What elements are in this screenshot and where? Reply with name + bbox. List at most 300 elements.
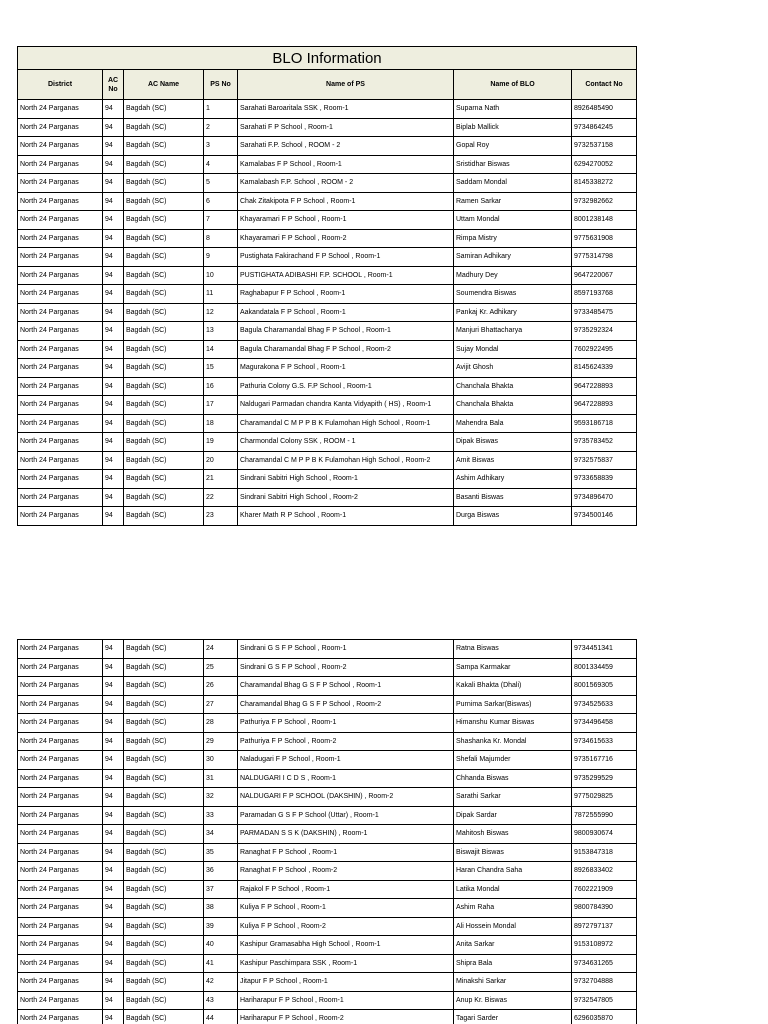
- blo-name-cell: Anita Sarkar: [454, 936, 572, 955]
- contact-no-cell: 8926485490: [572, 100, 637, 119]
- district-cell: North 24 Parganas: [18, 899, 103, 918]
- contact-no-cell: 9734500146: [572, 507, 637, 526]
- blo-name-cell: Himanshu Kumar Biswas: [454, 714, 572, 733]
- table-body-bottom: [18, 640, 637, 1024]
- contact-no-cell: 6294270052: [572, 155, 637, 174]
- contact-no-cell: 9732982662: [572, 192, 637, 211]
- blo-name-cell: Chanchala Bhakta: [454, 377, 572, 396]
- ac-name-cell: Bagdah (SC): [124, 732, 204, 751]
- ps-name-cell: PARMADAN S S K (DAKSHIN) , Room-1: [238, 825, 454, 844]
- blo-name-cell: Basanti Biswas: [454, 488, 572, 507]
- ac-name-cell: Bagdah (SC): [124, 155, 204, 174]
- ac-no-cell: 94: [103, 991, 124, 1010]
- ac-no-cell: 94: [103, 695, 124, 714]
- ac-no-cell: 94: [103, 1010, 124, 1024]
- ac-name-cell: Bagdah (SC): [124, 973, 204, 992]
- contact-no-cell: 9734615633: [572, 732, 637, 751]
- ac-no-cell: 94: [103, 658, 124, 677]
- blo-name-cell: Saddam Mondal: [454, 174, 572, 193]
- header-name-of-blo: Name of BLO: [454, 70, 572, 100]
- table-row: [18, 118, 637, 137]
- table-row: [18, 751, 637, 770]
- ac-no-cell: 94: [103, 714, 124, 733]
- table-row: [18, 507, 637, 526]
- ps-name-cell: Charamandal C M P P B K Fulamohan High School , Room-2: [238, 451, 454, 470]
- ac-no-cell: 94: [103, 174, 124, 193]
- blo-name-cell: Sujay Mondal: [454, 340, 572, 359]
- blo-name-cell: Suparna Nath: [454, 100, 572, 119]
- ac-name-cell: Bagdah (SC): [124, 359, 204, 378]
- ps-name-cell: Kashipur Paschimpara SSK , Room-1: [238, 954, 454, 973]
- contact-no-cell: 9734451341: [572, 640, 637, 659]
- contact-no-cell: 8001569305: [572, 677, 637, 696]
- table-row: [18, 677, 637, 696]
- contact-no-cell: 9735783452: [572, 433, 637, 452]
- table-row: [18, 825, 637, 844]
- ps-name-cell: Sindrani G S F P School , Room-2: [238, 658, 454, 677]
- ac-no-cell: 94: [103, 155, 124, 174]
- ac-name-cell: Bagdah (SC): [124, 192, 204, 211]
- blo-name-cell: Purnima Sarkar(Biswas): [454, 695, 572, 714]
- blo-name-cell: Ali Hossein Mondal: [454, 917, 572, 936]
- table-row: [18, 155, 637, 174]
- contact-no-cell: 9734864245: [572, 118, 637, 137]
- ac-no-cell: 94: [103, 229, 124, 248]
- table-row: [18, 714, 637, 733]
- district-cell: North 24 Parganas: [18, 751, 103, 770]
- ps-name-cell: Ranaghat F P School , Room-1: [238, 843, 454, 862]
- ps-no-cell: 37: [204, 880, 238, 899]
- blo-name-cell: Ashim Adhikary: [454, 470, 572, 489]
- ac-name-cell: Bagdah (SC): [124, 118, 204, 137]
- ac-no-cell: 94: [103, 377, 124, 396]
- ps-no-cell: 27: [204, 695, 238, 714]
- ac-name-cell: Bagdah (SC): [124, 303, 204, 322]
- ac-no-cell: 94: [103, 340, 124, 359]
- contact-no-cell: 9647220067: [572, 266, 637, 285]
- header-name-of-ps: Name of PS: [238, 70, 454, 100]
- ps-no-cell: 19: [204, 433, 238, 452]
- ac-no-cell: 94: [103, 640, 124, 659]
- ps-name-cell: Sindrani Sabitri High School , Room-1: [238, 470, 454, 489]
- district-cell: North 24 Parganas: [18, 155, 103, 174]
- ps-no-cell: 44: [204, 1010, 238, 1024]
- contact-no-cell: 8145338272: [572, 174, 637, 193]
- ac-no-cell: 94: [103, 322, 124, 341]
- district-cell: North 24 Parganas: [18, 451, 103, 470]
- district-cell: North 24 Parganas: [18, 229, 103, 248]
- ps-no-cell: 14: [204, 340, 238, 359]
- ps-no-cell: 28: [204, 714, 238, 733]
- table-row: [18, 359, 637, 378]
- ps-no-cell: 42: [204, 973, 238, 992]
- ps-no-cell: 8: [204, 229, 238, 248]
- blo-name-cell: Pankaj Kr. Adhikary: [454, 303, 572, 322]
- blo-name-cell: Samiran Adhikary: [454, 248, 572, 267]
- ps-no-cell: 4: [204, 155, 238, 174]
- contact-no-cell: 8597193768: [572, 285, 637, 304]
- contact-no-cell: 7872555990: [572, 806, 637, 825]
- table-body-top: [18, 100, 637, 526]
- ps-name-cell: Sarahati Baroaritala SSK , Room-1: [238, 100, 454, 119]
- ps-name-cell: Aakandatala F P School , Room-1: [238, 303, 454, 322]
- ac-name-cell: Bagdah (SC): [124, 806, 204, 825]
- table-row: [18, 174, 637, 193]
- ps-name-cell: PUSTIGHATA ADIBASHI F.P. SCHOOL , Room-1: [238, 266, 454, 285]
- district-cell: North 24 Parganas: [18, 1010, 103, 1024]
- district-cell: North 24 Parganas: [18, 414, 103, 433]
- contact-no-cell: 8972797137: [572, 917, 637, 936]
- blo-name-cell: Kakali Bhakta (Dhali): [454, 677, 572, 696]
- district-cell: North 24 Parganas: [18, 396, 103, 415]
- ps-name-cell: Naladugari F P School , Room-1: [238, 751, 454, 770]
- ps-name-cell: Kuliya F P School , Room-1: [238, 899, 454, 918]
- blo-name-cell: Sampa Karmakar: [454, 658, 572, 677]
- ac-no-cell: 94: [103, 137, 124, 156]
- district-cell: North 24 Parganas: [18, 377, 103, 396]
- table-row: [18, 100, 637, 119]
- ac-name-cell: Bagdah (SC): [124, 917, 204, 936]
- ps-name-cell: Pathuriya F P School , Room-1: [238, 714, 454, 733]
- ac-no-cell: 94: [103, 751, 124, 770]
- contact-no-cell: 8001238148: [572, 211, 637, 230]
- blo-name-cell: Ratna Biswas: [454, 640, 572, 659]
- ps-name-cell: Kamalabash F.P. School , ROOM - 2: [238, 174, 454, 193]
- contact-no-cell: 9153847318: [572, 843, 637, 862]
- district-cell: North 24 Parganas: [18, 880, 103, 899]
- contact-no-cell: 9734631265: [572, 954, 637, 973]
- blo-name-cell: Shefali Majumder: [454, 751, 572, 770]
- ps-name-cell: Khayaramari F P School , Room-1: [238, 211, 454, 230]
- ps-no-cell: 13: [204, 322, 238, 341]
- table-title-row: [18, 47, 637, 70]
- contact-no-cell: 9732537158: [572, 137, 637, 156]
- district-cell: North 24 Parganas: [18, 658, 103, 677]
- district-cell: North 24 Parganas: [18, 769, 103, 788]
- district-cell: North 24 Parganas: [18, 174, 103, 193]
- blo-name-cell: Gopal Roy: [454, 137, 572, 156]
- ps-name-cell: Sindrani Sabitri High School , Room-2: [238, 488, 454, 507]
- blo-name-cell: Tagari Sarder: [454, 1010, 572, 1024]
- ps-no-cell: 15: [204, 359, 238, 378]
- table-row: [18, 396, 637, 415]
- table-row: [18, 788, 637, 807]
- table-row: [18, 137, 637, 156]
- contact-no-cell: 9732704888: [572, 973, 637, 992]
- table-row: [18, 1010, 637, 1024]
- ps-no-cell: 43: [204, 991, 238, 1010]
- ps-no-cell: 7: [204, 211, 238, 230]
- ps-name-cell: Bagula Charamandal Bhag F P School , Room-1: [238, 322, 454, 341]
- district-cell: North 24 Parganas: [18, 973, 103, 992]
- ps-name-cell: Hariharapur F P School , Room-2: [238, 1010, 454, 1024]
- table-row: [18, 470, 637, 489]
- ac-no-cell: 94: [103, 677, 124, 696]
- ac-name-cell: Bagdah (SC): [124, 825, 204, 844]
- ac-no-cell: 94: [103, 769, 124, 788]
- ps-name-cell: Charamandal Bhag G S F P School , Room-2: [238, 695, 454, 714]
- district-cell: North 24 Parganas: [18, 266, 103, 285]
- ps-no-cell: 5: [204, 174, 238, 193]
- ac-no-cell: 94: [103, 806, 124, 825]
- ac-name-cell: Bagdah (SC): [124, 843, 204, 862]
- district-cell: North 24 Parganas: [18, 359, 103, 378]
- district-cell: North 24 Parganas: [18, 806, 103, 825]
- table-row: [18, 211, 637, 230]
- ps-no-cell: 21: [204, 470, 238, 489]
- ps-name-cell: Charmondal Colony SSK , ROOM - 1: [238, 433, 454, 452]
- ps-no-cell: 10: [204, 266, 238, 285]
- contact-no-cell: 9734896470: [572, 488, 637, 507]
- ps-no-cell: 6: [204, 192, 238, 211]
- ac-no-cell: 94: [103, 248, 124, 267]
- district-cell: North 24 Parganas: [18, 917, 103, 936]
- ac-name-cell: Bagdah (SC): [124, 340, 204, 359]
- blo-name-cell: Chanchala Bhakta: [454, 396, 572, 415]
- ac-name-cell: Bagdah (SC): [124, 658, 204, 677]
- contact-no-cell: 9734525633: [572, 695, 637, 714]
- contact-no-cell: 9735292324: [572, 322, 637, 341]
- table-row: [18, 973, 637, 992]
- ac-no-cell: 94: [103, 470, 124, 489]
- ps-no-cell: 24: [204, 640, 238, 659]
- ps-no-cell: 25: [204, 658, 238, 677]
- contact-no-cell: 9647228893: [572, 396, 637, 415]
- contact-no-cell: 7602221909: [572, 880, 637, 899]
- ps-no-cell: 30: [204, 751, 238, 770]
- contact-no-cell: 9775029825: [572, 788, 637, 807]
- ac-no-cell: 94: [103, 433, 124, 452]
- header-ps-no: PS No: [204, 70, 238, 100]
- contact-no-cell: 9733485475: [572, 303, 637, 322]
- contact-no-cell: 9153108972: [572, 936, 637, 955]
- ps-name-cell: Khayaramari F P School , Room-2: [238, 229, 454, 248]
- ac-name-cell: Bagdah (SC): [124, 936, 204, 955]
- blo-name-cell: Dipak Sardar: [454, 806, 572, 825]
- ps-name-cell: Magurakona F P School , Room-1: [238, 359, 454, 378]
- blo-name-cell: Madhury Dey: [454, 266, 572, 285]
- blo-name-cell: Rimpa Mistry: [454, 229, 572, 248]
- ps-no-cell: 1: [204, 100, 238, 119]
- ac-no-cell: 94: [103, 862, 124, 881]
- ps-name-cell: Kashipur Gramasabha High School , Room-1: [238, 936, 454, 955]
- ac-name-cell: Bagdah (SC): [124, 677, 204, 696]
- district-cell: North 24 Parganas: [18, 100, 103, 119]
- ac-name-cell: Bagdah (SC): [124, 695, 204, 714]
- contact-no-cell: 9732575837: [572, 451, 637, 470]
- ac-name-cell: Bagdah (SC): [124, 991, 204, 1010]
- table-row: [18, 936, 637, 955]
- ps-name-cell: Kharer Math R P School , Room-1: [238, 507, 454, 526]
- blo-name-cell: Avijit Ghosh: [454, 359, 572, 378]
- ps-name-cell: Ranaghat F P School , Room-2: [238, 862, 454, 881]
- blo-name-cell: Sristidhar Biswas: [454, 155, 572, 174]
- district-cell: North 24 Parganas: [18, 192, 103, 211]
- ps-name-cell: Pustighata Fakirachand F P School , Room-1: [238, 248, 454, 267]
- district-cell: North 24 Parganas: [18, 322, 103, 341]
- district-cell: North 24 Parganas: [18, 340, 103, 359]
- contact-no-cell: 6296035870: [572, 1010, 637, 1024]
- ac-no-cell: 94: [103, 899, 124, 918]
- contact-no-cell: 9735167716: [572, 751, 637, 770]
- blo-name-cell: Ramen Sarkar: [454, 192, 572, 211]
- blo-name-cell: Haran Chandra Saha: [454, 862, 572, 881]
- contact-no-cell: 9800784390: [572, 899, 637, 918]
- ps-name-cell: Kuliya F P School , Room-2: [238, 917, 454, 936]
- ps-name-cell: Sarahati F.P. School , ROOM - 2: [238, 137, 454, 156]
- ac-name-cell: Bagdah (SC): [124, 714, 204, 733]
- ac-name-cell: Bagdah (SC): [124, 640, 204, 659]
- district-cell: North 24 Parganas: [18, 248, 103, 267]
- blo-name-cell: Latika Mondal: [454, 880, 572, 899]
- ps-name-cell: Raghabapur F P School , Room-1: [238, 285, 454, 304]
- blo-name-cell: Minakshi Sarkar: [454, 973, 572, 992]
- ac-name-cell: Bagdah (SC): [124, 248, 204, 267]
- ps-no-cell: 31: [204, 769, 238, 788]
- blo-name-cell: Uttam Mondal: [454, 211, 572, 230]
- ps-name-cell: Charamandal Bhag G S F P School , Room-1: [238, 677, 454, 696]
- table-row: [18, 658, 637, 677]
- ac-no-cell: 94: [103, 396, 124, 415]
- district-cell: North 24 Parganas: [18, 714, 103, 733]
- ps-name-cell: Paramadan G S F P School (Uttar) , Room-1: [238, 806, 454, 825]
- ac-no-cell: 94: [103, 917, 124, 936]
- contact-no-cell: 9735299529: [572, 769, 637, 788]
- contact-no-cell: 9732547805: [572, 991, 637, 1010]
- blo-name-cell: Chhanda Biswas: [454, 769, 572, 788]
- table-row: [18, 285, 637, 304]
- table-row: [18, 433, 637, 452]
- table-row: [18, 880, 637, 899]
- ac-name-cell: Bagdah (SC): [124, 396, 204, 415]
- district-cell: North 24 Parganas: [18, 936, 103, 955]
- ps-name-cell: Pathuria Colony G.S. F.P School , Room-1: [238, 377, 454, 396]
- table-row: [18, 248, 637, 267]
- table-row: [18, 806, 637, 825]
- ac-name-cell: Bagdah (SC): [124, 880, 204, 899]
- ac-no-cell: 94: [103, 507, 124, 526]
- ps-no-cell: 22: [204, 488, 238, 507]
- header-ac-no: AC No: [103, 70, 124, 100]
- table-row: [18, 414, 637, 433]
- contact-no-cell: 9733658839: [572, 470, 637, 489]
- ps-name-cell: Sarahati F P School , Room-1: [238, 118, 454, 137]
- district-cell: North 24 Parganas: [18, 470, 103, 489]
- ac-no-cell: 94: [103, 303, 124, 322]
- ac-no-cell: 94: [103, 973, 124, 992]
- ac-no-cell: 94: [103, 414, 124, 433]
- table-row: [18, 954, 637, 973]
- ps-name-cell: Pathuriya F P School , Room-2: [238, 732, 454, 751]
- ac-no-cell: 94: [103, 488, 124, 507]
- blo-name-cell: Manjuri Bhattacharya: [454, 322, 572, 341]
- table-row: [18, 843, 637, 862]
- ac-name-cell: Bagdah (SC): [124, 954, 204, 973]
- table-row: [18, 340, 637, 359]
- blo-name-cell: Amit Biswas: [454, 451, 572, 470]
- district-cell: North 24 Parganas: [18, 303, 103, 322]
- ac-name-cell: Bagdah (SC): [124, 174, 204, 193]
- blo-name-cell: Shashanka Kr. Mondal: [454, 732, 572, 751]
- ps-no-cell: 18: [204, 414, 238, 433]
- contact-no-cell: 8926833402: [572, 862, 637, 881]
- table-row: [18, 451, 637, 470]
- ac-name-cell: Bagdah (SC): [124, 377, 204, 396]
- ps-no-cell: 2: [204, 118, 238, 137]
- district-cell: North 24 Parganas: [18, 825, 103, 844]
- district-cell: North 24 Parganas: [18, 137, 103, 156]
- ac-name-cell: Bagdah (SC): [124, 211, 204, 230]
- ac-no-cell: 94: [103, 192, 124, 211]
- ps-no-cell: 12: [204, 303, 238, 322]
- ps-no-cell: 20: [204, 451, 238, 470]
- ps-name-cell: Naldugari Parmadan chandra Kanta Vidyapith ( HS) , Room-1: [238, 396, 454, 415]
- ps-no-cell: 38: [204, 899, 238, 918]
- contact-no-cell: 9800930674: [572, 825, 637, 844]
- district-cell: North 24 Parganas: [18, 285, 103, 304]
- table-row: [18, 917, 637, 936]
- ps-name-cell: Sindrani G S F P School , Room-1: [238, 640, 454, 659]
- district-cell: North 24 Parganas: [18, 991, 103, 1010]
- ac-name-cell: Bagdah (SC): [124, 862, 204, 881]
- ac-no-cell: 94: [103, 825, 124, 844]
- district-cell: North 24 Parganas: [18, 677, 103, 696]
- blo-name-cell: Mahendra Bala: [454, 414, 572, 433]
- ps-name-cell: Charamandal C M P P B K Fulamohan High School , Room-1: [238, 414, 454, 433]
- table-row: [18, 695, 637, 714]
- ac-name-cell: Bagdah (SC): [124, 433, 204, 452]
- table-row: [18, 991, 637, 1010]
- table-row: [18, 377, 637, 396]
- ac-name-cell: Bagdah (SC): [124, 229, 204, 248]
- ps-no-cell: 33: [204, 806, 238, 825]
- table-row: [18, 769, 637, 788]
- table-row: [18, 640, 637, 659]
- district-cell: North 24 Parganas: [18, 695, 103, 714]
- blo-name-cell: Biplab Mallick: [454, 118, 572, 137]
- ps-no-cell: 26: [204, 677, 238, 696]
- ps-no-cell: 35: [204, 843, 238, 862]
- ac-name-cell: Bagdah (SC): [124, 470, 204, 489]
- column-header-row: [18, 70, 637, 100]
- ps-no-cell: 36: [204, 862, 238, 881]
- contact-no-cell: 9775314798: [572, 248, 637, 267]
- ps-no-cell: 34: [204, 825, 238, 844]
- ac-name-cell: Bagdah (SC): [124, 266, 204, 285]
- ps-no-cell: 32: [204, 788, 238, 807]
- contact-no-cell: 9775631908: [572, 229, 637, 248]
- ps-no-cell: 40: [204, 936, 238, 955]
- ps-no-cell: 23: [204, 507, 238, 526]
- district-cell: North 24 Parganas: [18, 788, 103, 807]
- contact-no-cell: 8001334459: [572, 658, 637, 677]
- ps-no-cell: 9: [204, 248, 238, 267]
- ac-no-cell: 94: [103, 285, 124, 304]
- blo-table-bottom: [17, 639, 637, 1024]
- ac-name-cell: Bagdah (SC): [124, 507, 204, 526]
- blo-name-cell: Soumendra Biswas: [454, 285, 572, 304]
- table-row: [18, 322, 637, 341]
- ac-no-cell: 94: [103, 954, 124, 973]
- blo-name-cell: Durga Biswas: [454, 507, 572, 526]
- district-cell: North 24 Parganas: [18, 732, 103, 751]
- table-row: [18, 488, 637, 507]
- ac-no-cell: 94: [103, 880, 124, 899]
- ps-name-cell: Hariharapur F P School , Room-1: [238, 991, 454, 1010]
- district-cell: North 24 Parganas: [18, 862, 103, 881]
- district-cell: North 24 Parganas: [18, 488, 103, 507]
- ac-no-cell: 94: [103, 788, 124, 807]
